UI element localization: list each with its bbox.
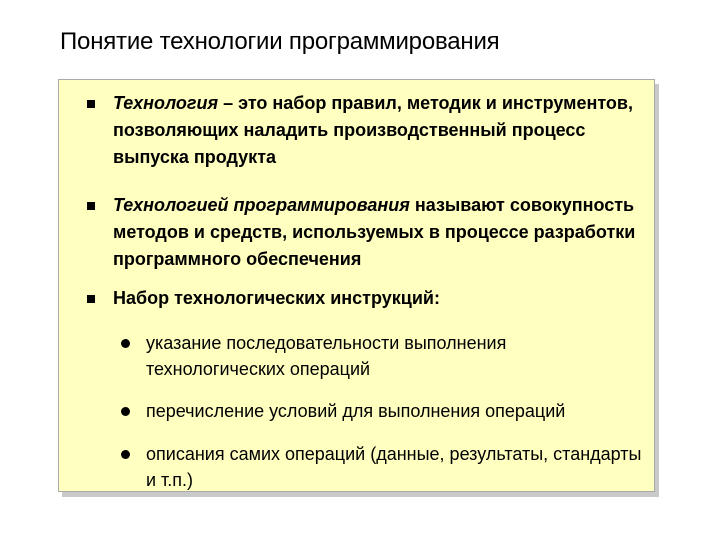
bullet-text: – это набор правил, методик и инструментов, позволяющих наладить производственный процесс выпуска продукта bbox=[113, 93, 633, 167]
round-bullet-icon bbox=[120, 336, 134, 350]
round-bullet-icon bbox=[120, 447, 134, 461]
bullet-item-programming-technology bbox=[113, 192, 648, 273]
round-bullet-icon bbox=[120, 404, 134, 418]
square-bullet-icon bbox=[86, 199, 100, 213]
bullet-item-technology bbox=[113, 90, 648, 171]
square-bullet-icon bbox=[86, 292, 100, 306]
bullet-text: Набор технологических инструкций: bbox=[113, 288, 440, 308]
bullet-term: Технологией программирования bbox=[113, 195, 410, 215]
square-bullet-icon bbox=[86, 97, 100, 111]
slide-title: Понятие технологии программирования bbox=[60, 28, 500, 55]
subbullet-item-operations: описания самих операций (данные, результаты, стандарты и т.п.) bbox=[146, 444, 642, 490]
bullet-text: называют совокупность методов и средств, используемых в процессе разработки программного обеспечения bbox=[113, 195, 636, 269]
bullet-item-instructions bbox=[113, 285, 648, 312]
bullet-term: Технология bbox=[113, 93, 219, 113]
subbullet-item-conditions: перечисление условий для выполнения операций bbox=[146, 401, 566, 421]
subbullet-item-sequence: указание последовательности выполнения технологических операций bbox=[146, 333, 507, 379]
